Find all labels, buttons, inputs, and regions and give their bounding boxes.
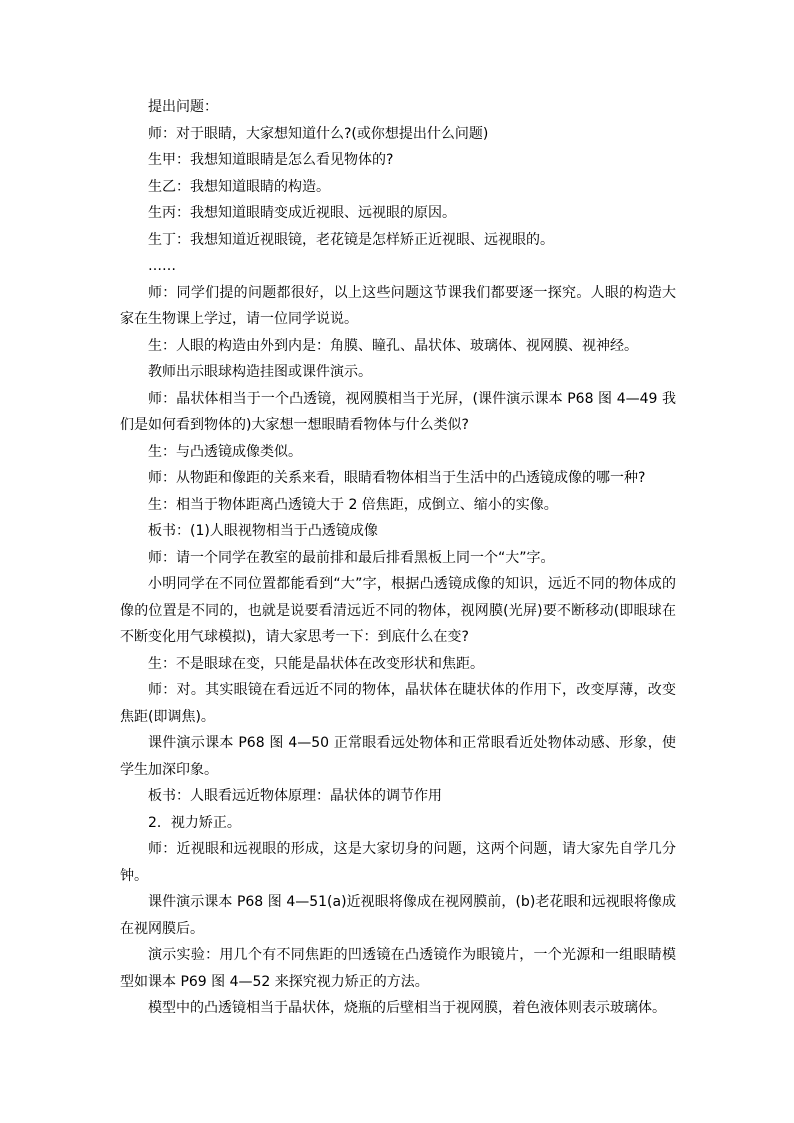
paragraph: 师：近视眼和远视眼的形成，这是大家切身的问题，这两个问题，请大家先自学几分钟。 [120, 841, 676, 884]
paragraph: 模型中的凸透镜相当于晶状体，烧瓶的后壁相当于视网膜，着色液体则表示玻璃体。 [148, 1000, 666, 1016]
paragraph: 师：同学们提的问题都很好，以上这些问题这节课我们都要逐一探究。人眼的构造大家在生物课上学过，请一位同学说说。 [120, 284, 676, 327]
paragraph: 生甲：我想知道眼睛是怎么看见物体的? [148, 152, 394, 168]
paragraph: 演示实验：用几个有不同焦距的凹透镜在凸透镜作为眼镜片，一个光源和一组眼睛模型如课本 P69 图 4—52 来探究视力矫正的方法。 [120, 947, 676, 990]
paragraph: 生乙：我想知道眼睛的构造。 [148, 178, 330, 195]
paragraph: 2．视力矫正。 [148, 814, 241, 831]
paragraph: 生：不是眼球在变，只能是晶状体在改变形状和焦距。 [148, 655, 484, 672]
paragraph: 生：人眼的构造由外到内是：角膜、瞳孔、晶状体、玻璃体、视网膜、视神经。 [148, 337, 638, 354]
paragraph: 教师出示眼球构造挂图或课件演示。 [148, 364, 372, 380]
paragraph: 生：相当于物体距离凸透镜大于 2 倍焦距，成倒立、缩小的实像。 [148, 496, 558, 513]
paragraph: 生丙：我想知道眼睛变成近视眼、远视眼的原因。 [148, 205, 456, 221]
paragraph: 课件演示课本 P68 图 4—50 正常眼看远处物体和正常眼看近处物体动感、形象，使学生加深印象。 [120, 735, 676, 778]
paragraph: 课件演示课本 P68 图 4—51(a)近视眼将像成在视网膜前，(b)老花眼和远视眼将像成在视网膜后。 [120, 894, 676, 937]
paragraph: 师：对于眼睛，大家想知道什么?(或你想提出什么问题) [148, 125, 489, 142]
paragraph: 师：对。其实眼镜在看远近不同的物体，晶状体在睫状体的作用下，改变厚薄，改变焦距(即调焦)。 [120, 682, 676, 725]
paragraph: 板书：(1)人眼视物相当于凸透镜成像 [148, 523, 378, 539]
document-body [120, 94, 676, 1022]
paragraph: …… [148, 258, 176, 274]
paragraph: 师：晶状体相当于一个凸透镜，视网膜相当于光屏，(课件演示课本 P68 图 4—49 我们是如何看到物体的)大家想一想眼睛看物体与什么类似? [120, 390, 676, 433]
paragraph: 师：从物距和像距的关系来看，眼睛看物体相当于生活中的凸透镜成像的哪一种? [148, 470, 646, 486]
paragraph: 提出问题： [148, 99, 218, 115]
paragraph: 小明同学在不同位置都能看到“大”字，根据凸透镜成像的知识，远近不同的物体成的像的位置是不同的，也就是说要看清远近不同的物体，视网膜(光屏)要不断移动(即眼球在不断变化用气球模拟)，请大家思考一下：到底什么在变? [120, 576, 676, 645]
paragraph: 生丁：我想知道近视眼镜，老花镜是怎样矫正近视眼、远视眼的。 [148, 231, 554, 248]
paragraph: 板书：人眼看远近物体原理：晶状体的调节作用 [148, 788, 442, 804]
paragraph: 师：请一个同学在教室的最前排和最后排看黑板上同一个“大”字。 [148, 549, 555, 566]
paragraph: 生：与凸透镜成像类似。 [148, 443, 302, 460]
